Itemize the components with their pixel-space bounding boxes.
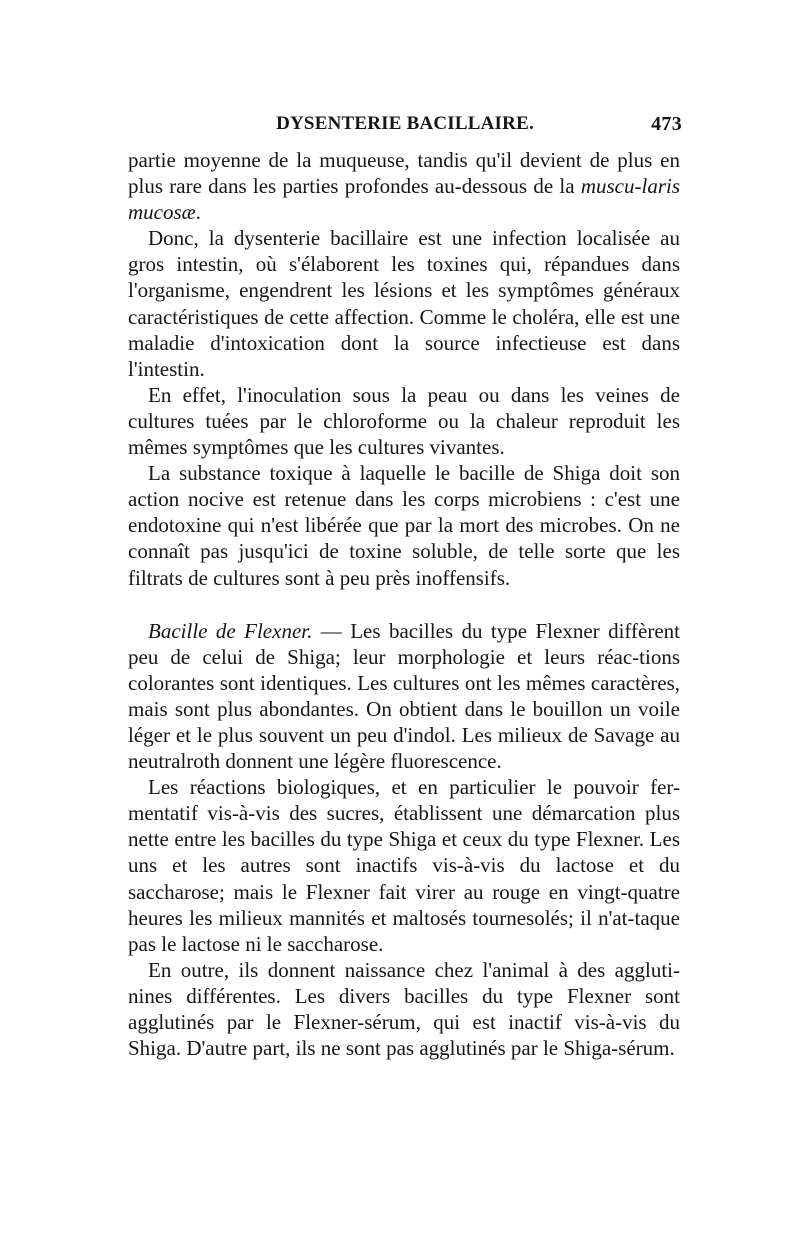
paragraph-agglutinins: En outre, ils donnent naissance chez l'animal à des aggluti-nines différentes. Les divers bacilles du type Flexner sont agglutinés par le Flexner-sérum, qui est inactif vis-à-vis du Shiga. D'autre part, ils ne sont pas agglutinés par le Shiga-sérum.: [128, 957, 680, 1061]
paragraph-localized-infection: Donc, la dysenterie bacillaire est une infection localisée au gros intestin, où s'élaborent les toxines qui, répandues dans l'organisme, engendrent les lésions et les symptômes généraux caractéristiques de cette affection. Comme le choléra, elle est une maladie d'intoxication dont la source infectieuse est dans l'intestin.: [128, 226, 680, 381]
paragraph-toxic-substance: La substance toxique à laquelle le bacille de Shiga doit son action nocive est retenue dans les corps microbiens : c'est une endotoxine qui n'est libérée que par la mort des microbes. On ne connaît pas jusqu'ici de toxine soluble, de telle sorte que les filtrats de cultures sont à peu près inoffensifs.: [128, 461, 680, 590]
page-number: 473: [651, 113, 682, 135]
section-heading: Bacille de Flexner.: [148, 618, 313, 643]
paragraph-text: partie moyenne de la muqueuse, tandis qu'il devient de plus en plus rare dans les parties profondes au-dessous de la: [128, 148, 680, 199]
paragraph-inoculation: En effet, l'inoculation sous la peau ou dans les veines de cultures tuées par le chloroforme ou la chaleur reproduit les mêmes symptômes que les cultures vivantes.: [128, 382, 680, 460]
paragraph-text: .: [195, 200, 201, 225]
paragraph-biological-reactions: Les réactions biologiques, et en particulier le pouvoir fer-mentatif vis-à-vis des sucres, établissent une démarcation plus nette entre les bacilles du type Shiga et ceux du type Flexner. Les uns et les autres sont inactifs vis-à-vis du lactose et du saccharose; mais le Flexner fait virer au rouge en vingt-quatre heures les milieux mannités et maltosés tournesolés; il n'at-taque pas le lactose ni le saccharose.: [128, 775, 680, 956]
latin-term: muscu-laris mucosæ: [128, 174, 680, 225]
body-text: [128, 147, 680, 1061]
paragraph-continuation: [128, 147, 680, 225]
paragraph-text: — Les bacilles du type Flexner diffèrent peu de celui de Shiga; leur morphologie et leurs réac-tions colorantes sont identiques. Les cultures ont les mêmes caractères, mais sont plus abondantes. On obtient dans le bouillon un voile léger et le plus souvent un peu d'indol. Les milieux de Savage au neutralroth donnent une légère fluorescence.: [128, 618, 680, 774]
page-header: [128, 113, 682, 143]
paragraph-flexner-bacillus: [128, 618, 680, 775]
running-title: DYSENTERIE BACILLAIRE.: [276, 113, 534, 134]
